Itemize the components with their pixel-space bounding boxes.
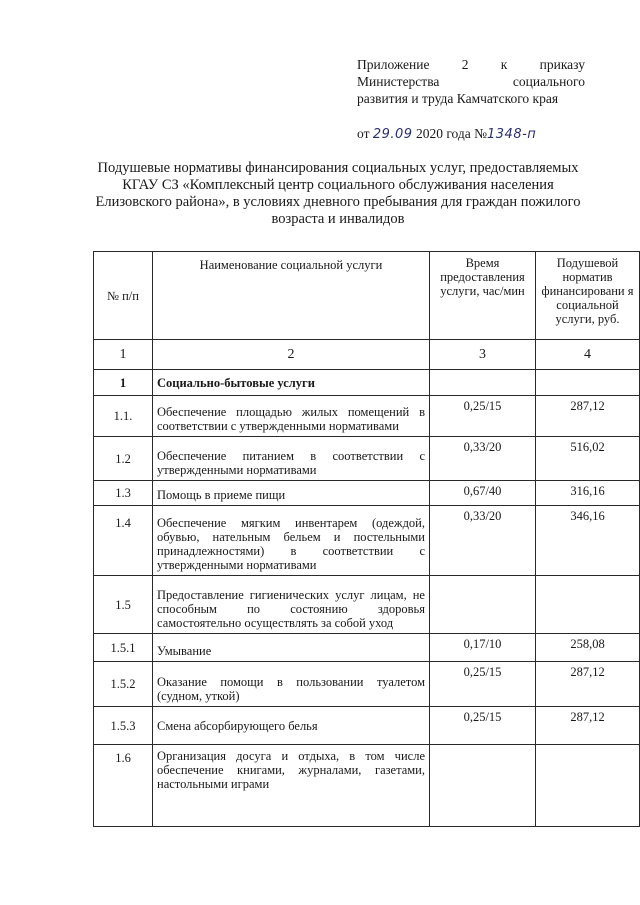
row-name: Предоставление гигиенических услуг лицам, не способным по состоянию здоровья самостоятельно осуществлять за собой уход (153, 576, 430, 634)
table-row (94, 576, 640, 634)
row-name: Обеспечение мягким инвентарем (одеждой, обувью, нательным бельем и постельными принадлежностями) в соответствии с утвержденными нормативами (153, 506, 430, 576)
row-norm: 346,16 (536, 506, 640, 576)
row-time (430, 576, 536, 634)
row-num: 1.4 (94, 506, 153, 576)
row-time: 0,67/40 (430, 481, 536, 506)
row-num: 1.5.1 (94, 634, 153, 662)
order-year: 2020 года № (415, 126, 488, 141)
services-table (93, 251, 640, 827)
appendix-line-2 (357, 73, 585, 90)
header-time: Время предоставления услуги, час/мин (430, 252, 536, 340)
row-name: Оказание помощи в пользовании туалетом (судном, уткой) (153, 662, 430, 707)
table-row (94, 506, 640, 576)
row-num: 1.1. (94, 396, 153, 437)
column-number: 3 (430, 340, 536, 370)
row-norm: 316,16 (536, 481, 640, 506)
appendix-word: приказу (539, 57, 585, 72)
row-name: Смена абсорбирующего белья (153, 707, 430, 745)
row-norm (536, 370, 640, 396)
row-norm: 287,12 (536, 707, 640, 745)
column-number: 1 (94, 340, 153, 370)
row-norm: 516,02 (536, 437, 640, 481)
row-time (430, 370, 536, 396)
row-norm (536, 576, 640, 634)
row-name: Социально-бытовые услуги (153, 370, 430, 396)
row-name: Умывание (153, 634, 430, 662)
column-number: 4 (536, 340, 640, 370)
row-norm: 287,12 (536, 396, 640, 437)
row-time: 0,25/15 (430, 707, 536, 745)
table-row (94, 481, 640, 506)
row-time: 0,25/15 (430, 396, 536, 437)
row-time (430, 745, 536, 827)
row-time: 0,25/15 (430, 662, 536, 707)
row-num: 1 (94, 370, 153, 396)
document-title: Подушевые нормативы финансирования социальных услуг, предоставляемых КГАУ СЗ «Комплексный центр социального обслуживания населения Елизовского района», в условиях дневного пребывания для граждан пожилого возраста и инвалидов (95, 160, 581, 227)
header-num: № п/п (94, 252, 153, 340)
order-number-handwritten: 1348-п (487, 127, 537, 142)
row-name: Помощь в приеме пищи (153, 481, 430, 506)
row-num: 1.5 (94, 576, 153, 634)
appendix-number: 2 (461, 57, 469, 72)
appendix-word: к (500, 57, 508, 72)
table-row (94, 437, 640, 481)
row-num: 1.5.3 (94, 707, 153, 745)
appendix-line-3: развития и труда Камчатского края (357, 91, 559, 106)
row-name: Обеспечение питанием в соответствии с утвержденными нормативами (153, 437, 430, 481)
table-row (94, 662, 640, 707)
order-prefix: от (357, 126, 370, 141)
table-row (94, 745, 640, 827)
appendix-word: социального (512, 74, 585, 89)
row-name: Организация досуга и отдыха, в том числе обеспечение книгами, журналами, газетами, настольными играми (153, 745, 430, 827)
table-row (94, 707, 640, 745)
header-norm: Подушевой норматив финансировани я социальной услуги, руб. (536, 252, 640, 340)
column-numbers-row (94, 340, 640, 370)
appendix-line-1 (357, 56, 585, 73)
row-norm: 258,08 (536, 634, 640, 662)
header-name: Наименование социальной услуги (153, 252, 430, 340)
appendix-word: Министерства (357, 74, 440, 89)
row-time: 0,33/20 (430, 437, 536, 481)
table-row (94, 634, 640, 662)
table-row (94, 396, 640, 437)
row-num: 1.5.2 (94, 662, 153, 707)
row-num: 1.2 (94, 437, 153, 481)
row-num: 1.6 (94, 745, 153, 827)
row-norm: 287,12 (536, 662, 640, 707)
row-time: 0,17/10 (430, 634, 536, 662)
appendix-block (357, 56, 585, 107)
table-row (94, 370, 640, 396)
row-time: 0,33/20 (430, 506, 536, 576)
column-number: 2 (153, 340, 430, 370)
order-line (357, 126, 587, 142)
appendix-word: Приложение (357, 57, 430, 72)
row-name: Обеспечение площадью жилых помещений в соответствии с утвержденными нормативами (153, 396, 430, 437)
row-num: 1.3 (94, 481, 153, 506)
row-norm (536, 745, 640, 827)
table-header-row (94, 252, 640, 340)
order-date-handwritten: 29.09 (372, 127, 413, 142)
